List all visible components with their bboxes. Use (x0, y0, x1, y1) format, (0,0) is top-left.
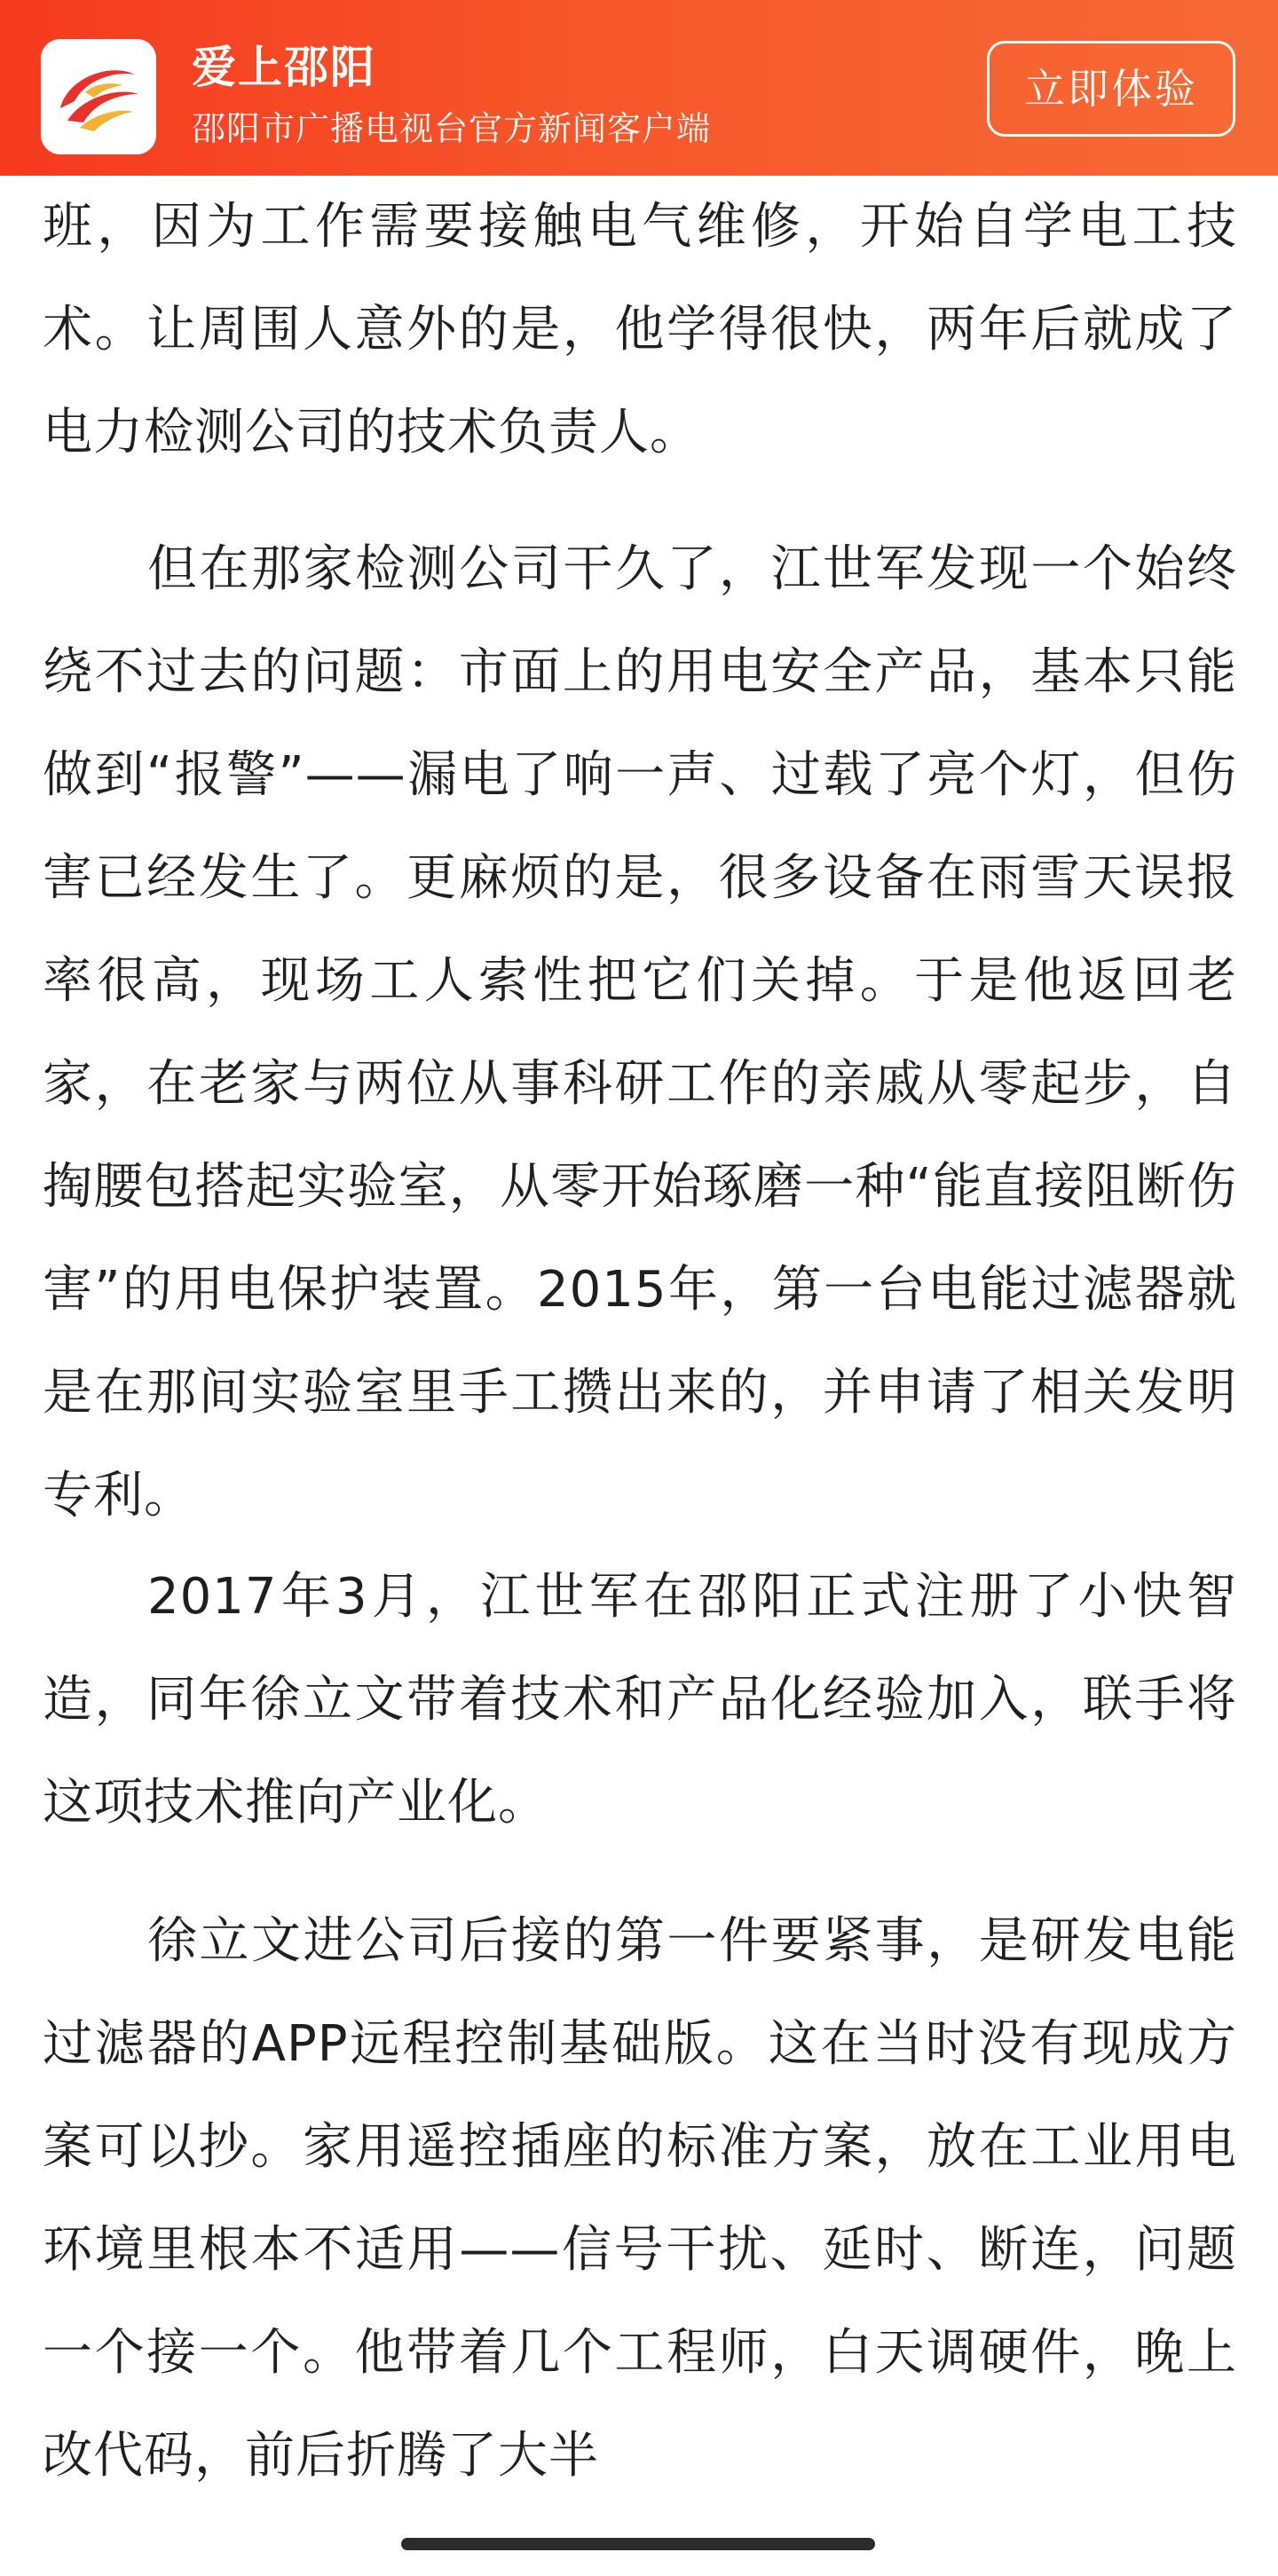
banner-app-name: 爱上邵阳 (192, 42, 376, 93)
app-logo[interactable] (41, 39, 156, 154)
try-now-button[interactable]: 立即体验 (987, 41, 1235, 137)
home-indicator-bar[interactable] (401, 2538, 875, 2550)
article-paragraph-3: 2017年3月，江世军在邵阳正式注册了小快智造，同年徐立文带着技术和产品化经验加入，联手将这项技术推向产业化。 (43, 1568, 1237, 1832)
aishang-shaoyang-logo-icon (41, 39, 156, 154)
article-paragraph-2: 但在那家检测公司干久了，江世军发现一个始终绕不过去的问题：市面上的用电安全产品，基本只能做到“报警”——漏电了响一声、过载了亮个灯，但伤害已经发生了。更麻烦的是，很多设备在雨雪天误报率很高，现场工人索性把它们关掉。于是他返回老家，在老家与两位从事科研工作的亲戚从零起步，自掏腰包搭起实验室，从零开始琢磨一种“能直接阻断伤害”的用电保护装置。2015年，第一台电能过滤器就是在那间实验室里手工攒出来的，并申请了相关发明专利。 (43, 540, 1237, 1524)
banner-app-description: 邵阳市广播电视台官方新闻客户端 (192, 109, 712, 148)
app-promo-banner[interactable] (0, 0, 1278, 176)
article-paragraph-1: 班，因为工作需要接触电气维修，开始自学电工技术。让周围人意外的是，他学得很快，两年后就成了电力检测公司的技术负责人。 (43, 198, 1237, 461)
article-paragraph-4: 徐立文进公司后接的第一件要紧事，是研发电能过滤器的APP远程控制基础版。这在当时没有现成方案可以抄。家用遥控插座的标准方案，放在工业用电环境里根本不适用——信号干扰、延时、断连，问题一个接一个。他带着几个工程师，白天调硬件，晚上改代码，前后折腾了大半 (43, 1912, 1237, 2485)
